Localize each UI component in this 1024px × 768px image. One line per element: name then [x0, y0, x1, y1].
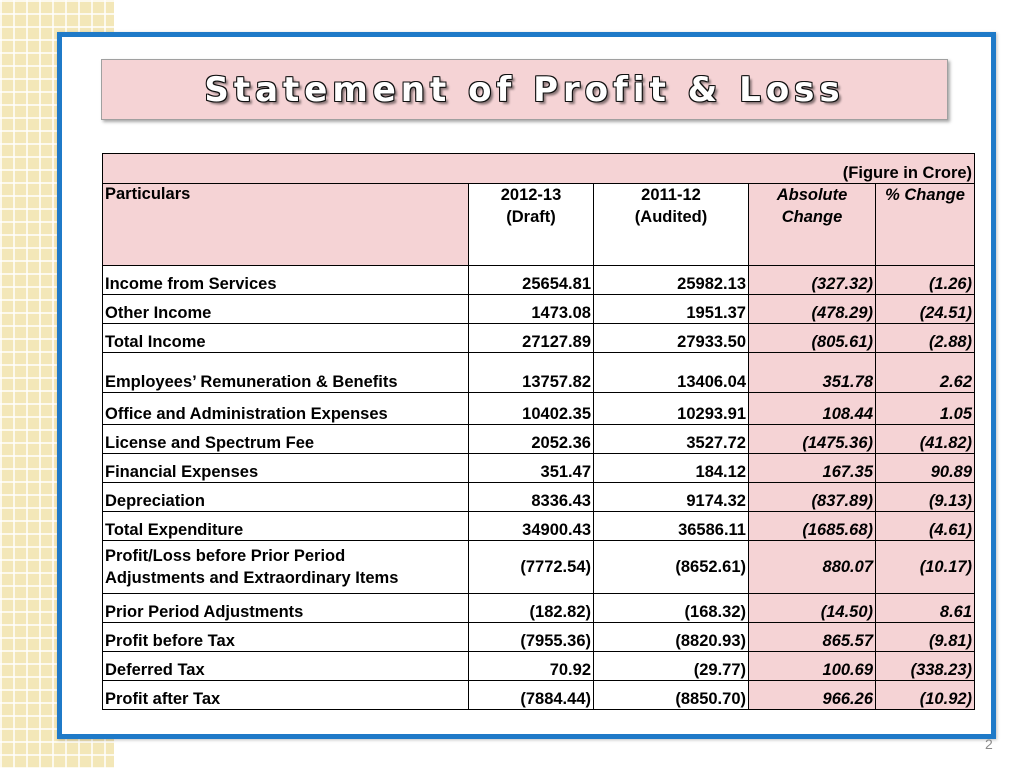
value-2012-13: 13757.82 [469, 353, 594, 393]
row-label-line1: Profit/Loss before Prior Period [105, 547, 346, 565]
table-row [103, 324, 975, 353]
value-2012-13: (7772.54) [469, 541, 594, 594]
value-absolute-change: 351.78 [749, 353, 876, 393]
value-2012-13: 25654.81 [469, 266, 594, 295]
value-2012-13: 1473.08 [469, 295, 594, 324]
value-2011-12: (168.32) [594, 594, 749, 623]
row-label: Profit before Tax [103, 623, 469, 652]
value-percent-change: (2.88) [876, 324, 975, 353]
table-row [103, 425, 975, 454]
header-absolute-line2: Change [781, 208, 843, 226]
value-absolute-change: 880.07 [749, 541, 876, 594]
value-2011-12: (8652.61) [594, 541, 749, 594]
table-row [103, 393, 975, 425]
value-2012-13: 34900.43 [469, 512, 594, 541]
value-2012-13: 27127.89 [469, 324, 594, 353]
value-2012-13: 2052.36 [469, 425, 594, 454]
value-percent-change: (10.17) [876, 541, 975, 594]
row-label: Profit after Tax [103, 681, 469, 710]
header-row [103, 184, 975, 266]
value-absolute-change: (837.89) [749, 483, 876, 512]
header-2012-13-year: 2012-13 [500, 186, 562, 204]
row-label-line2: Adjustments and Extraordinary Items [105, 569, 399, 587]
value-2011-12: (8820.93) [594, 623, 749, 652]
header-absolute-line1: Absolute [776, 186, 848, 204]
value-absolute-change: (1475.36) [749, 425, 876, 454]
value-2011-12: (8850.70) [594, 681, 749, 710]
value-2011-12: (29.77) [594, 652, 749, 681]
value-percent-change: (1.26) [876, 266, 975, 295]
row-label [103, 541, 469, 594]
table-row [103, 353, 975, 393]
value-2012-13: 70.92 [469, 652, 594, 681]
value-percent-change: (9.81) [876, 623, 975, 652]
value-percent-change: (10.92) [876, 681, 975, 710]
header-2012-13 [469, 184, 594, 266]
value-2011-12: 13406.04 [594, 353, 749, 393]
profit-loss-table [102, 153, 975, 710]
table-row [103, 512, 975, 541]
value-absolute-change: (478.29) [749, 295, 876, 324]
value-2012-13: 8336.43 [469, 483, 594, 512]
value-absolute-change: 167.35 [749, 454, 876, 483]
value-2011-12: 25982.13 [594, 266, 749, 295]
table-row [103, 454, 975, 483]
value-2012-13: (7884.44) [469, 681, 594, 710]
table-row [103, 295, 975, 324]
value-2011-12: 3527.72 [594, 425, 749, 454]
table-row [103, 652, 975, 681]
value-percent-change: (24.51) [876, 295, 975, 324]
value-absolute-change: 108.44 [749, 393, 876, 425]
header-2012-13-status: (Draft) [506, 208, 556, 226]
slide-title: Statement of Profit & Loss [204, 69, 845, 110]
row-label: Financial Expenses [103, 454, 469, 483]
row-label: Deferred Tax [103, 652, 469, 681]
value-2011-12: 27933.50 [594, 324, 749, 353]
value-2011-12: 184.12 [594, 454, 749, 483]
value-percent-change: 2.62 [876, 353, 975, 393]
value-absolute-change: (327.32) [749, 266, 876, 295]
value-absolute-change: 865.57 [749, 623, 876, 652]
row-label: Total Income [103, 324, 469, 353]
value-absolute-change: (14.50) [749, 594, 876, 623]
header-absolute-change [749, 184, 876, 266]
header-2011-12-status: (Audited) [634, 208, 708, 226]
value-2011-12: 1951.37 [594, 295, 749, 324]
row-label: Employees’ Remuneration & Benefits [103, 353, 469, 393]
unit-row [103, 154, 975, 184]
value-percent-change: (338.23) [876, 652, 975, 681]
value-absolute-change: (1685.68) [749, 512, 876, 541]
row-label: Income from Services [103, 266, 469, 295]
value-2011-12: 36586.11 [594, 512, 749, 541]
row-label: Depreciation [103, 483, 469, 512]
header-particulars: Particulars [103, 184, 469, 266]
table-row [103, 483, 975, 512]
value-percent-change: 90.89 [876, 454, 975, 483]
value-2012-13: (182.82) [469, 594, 594, 623]
header-2011-12 [594, 184, 749, 266]
value-percent-change: (41.82) [876, 425, 975, 454]
value-2012-13: (7955.36) [469, 623, 594, 652]
row-label: Other Income [103, 295, 469, 324]
value-absolute-change: 966.26 [749, 681, 876, 710]
page-number: 2 [985, 736, 993, 752]
value-2011-12: 10293.91 [594, 393, 749, 425]
value-absolute-change: (805.61) [749, 324, 876, 353]
title-banner [101, 59, 948, 120]
value-percent-change: (4.61) [876, 512, 975, 541]
value-percent-change: (9.13) [876, 483, 975, 512]
table-row [103, 266, 975, 295]
table-row [103, 681, 975, 710]
header-percent-change: % Change [876, 184, 975, 266]
value-2011-12: 9174.32 [594, 483, 749, 512]
row-label: Prior Period Adjustments [103, 594, 469, 623]
row-label: Total Expenditure [103, 512, 469, 541]
row-label: Office and Administration Expenses [103, 393, 469, 425]
row-label: License and Spectrum Fee [103, 425, 469, 454]
value-percent-change: 1.05 [876, 393, 975, 425]
table-row [103, 623, 975, 652]
value-2012-13: 351.47 [469, 454, 594, 483]
table-row [103, 594, 975, 623]
unit-note: (Figure in Crore) [103, 154, 975, 184]
value-2012-13: 10402.35 [469, 393, 594, 425]
value-percent-change: 8.61 [876, 594, 975, 623]
table-row [103, 541, 975, 594]
header-2011-12-year: 2011-12 [641, 186, 701, 204]
value-absolute-change: 100.69 [749, 652, 876, 681]
